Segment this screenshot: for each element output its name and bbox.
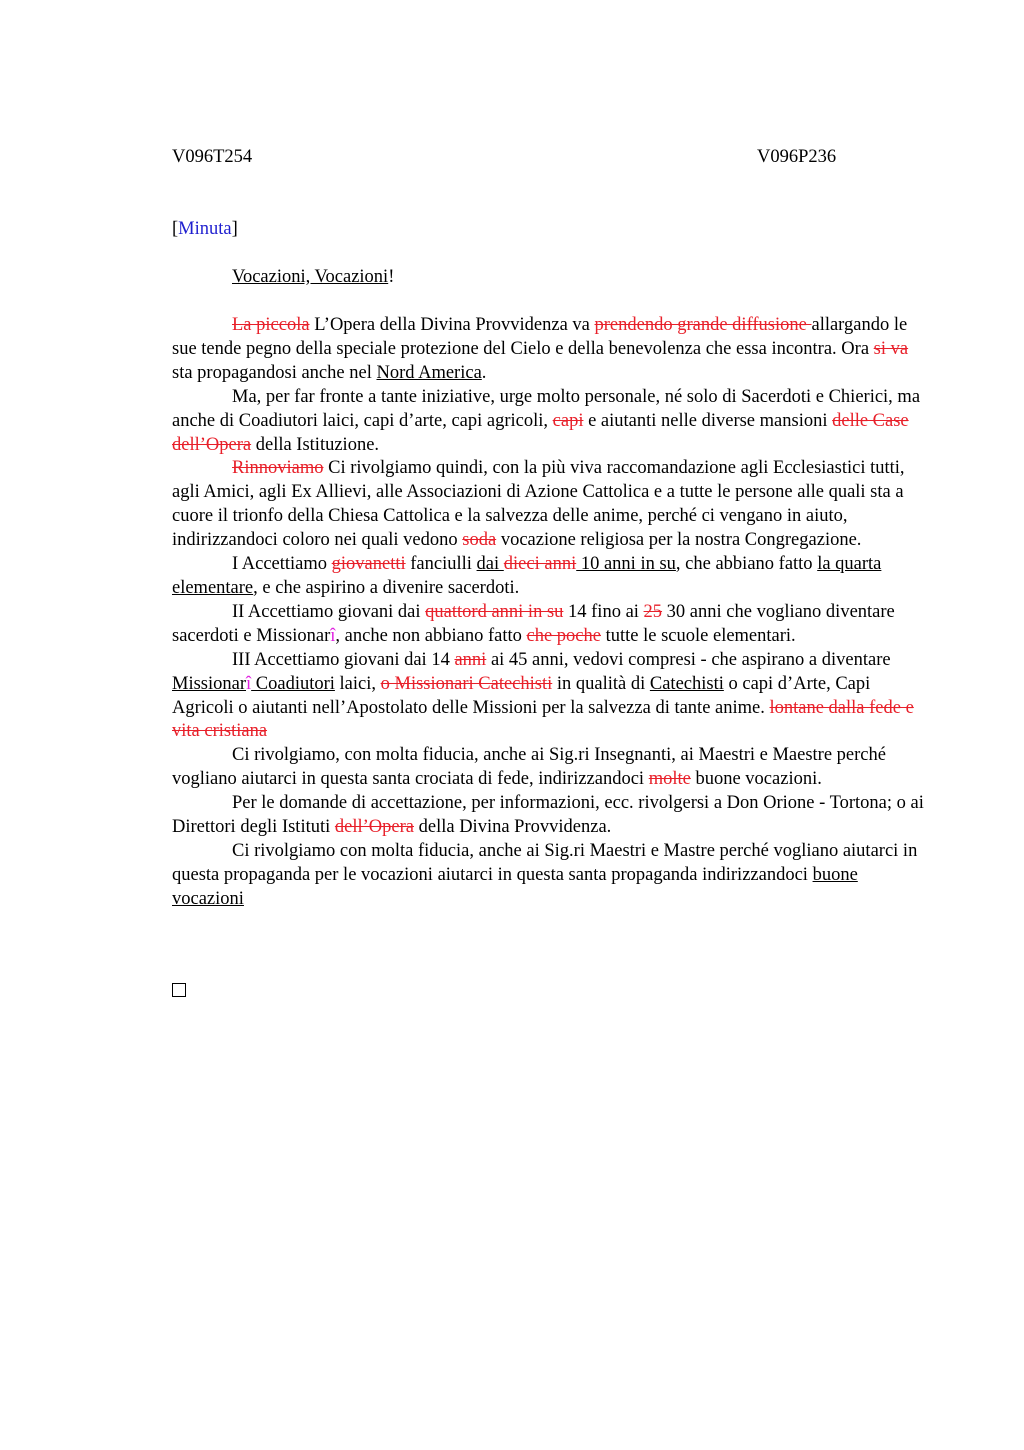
end-of-text-box-icon xyxy=(172,983,186,997)
deleted-text: soda xyxy=(462,530,497,551)
text-run: 14 fino ai xyxy=(563,601,644,622)
header-left-code: V096T254 xyxy=(172,147,253,167)
text-run: Ci rivolgiamo, con molta fiducia, anche ai Sig.ri Insegnanti, ai Maestri e Maestre perché vogliano aiutarci in questa santa crociata di fede, indirizzandoci xyxy=(172,745,886,790)
text-run: Ma, per far fronte a tante iniziative, urge molto personale, né solo di Sacerdoti e Chierici, ma anche di Coadiutori laici, capi d’arte, capi agricoli, xyxy=(172,386,921,431)
deleted-text: dieci anni xyxy=(503,554,577,575)
text-run: I Accettiamo xyxy=(232,554,332,575)
document-title xyxy=(232,267,394,288)
text-run: 30 anni che vogliano diventare sacerdoti e Missionar xyxy=(172,601,895,646)
text-run: laici, xyxy=(334,673,381,694)
underlined-text: Catechisti xyxy=(649,673,724,694)
deleted-text: dell’Opera xyxy=(334,817,414,838)
text-run: vocazione religiosa per la nostra Congregazione. xyxy=(496,530,862,551)
deleted-text: 25 xyxy=(643,601,663,622)
text-run: , e che aspirino a divenire sacerdoti. xyxy=(253,577,520,598)
text-run: o capi d’Arte, Capi Agricoli o aiutanti nell’Apostolato delle Missioni per la salvezza di tante anime. xyxy=(172,673,871,718)
text-run: . xyxy=(481,362,487,383)
text-run: II Accettiamo giovani dai xyxy=(232,601,426,622)
minuta-open-bracket: [ xyxy=(172,219,179,239)
deleted-text: quattord anni in su xyxy=(425,601,564,622)
deleted-text: che poche xyxy=(526,625,601,646)
text-run: fanciulli xyxy=(405,554,477,575)
end-box-wrapper xyxy=(172,978,186,1003)
deleted-text: si va xyxy=(873,338,909,359)
deleted-text: o Missionari Catechisti xyxy=(380,673,553,694)
text-run: , anche non abbiano fatto xyxy=(335,625,527,646)
paragraph xyxy=(172,649,932,745)
deleted-text: anni xyxy=(454,649,487,670)
paragraph xyxy=(172,792,932,840)
minuta-text: Minuta xyxy=(178,219,232,239)
paragraph xyxy=(172,457,932,553)
insert-mark: î xyxy=(246,673,252,694)
text-run: tutte le scuole elementari. xyxy=(600,625,796,646)
insert-mark: î xyxy=(330,625,336,646)
underlined-text: dai xyxy=(476,554,504,575)
paragraph xyxy=(172,601,932,649)
text-run: buone vocazioni. xyxy=(690,769,822,790)
underlined-text: 10 anni in su xyxy=(576,554,676,575)
text-run: della Divina Provvidenza. xyxy=(414,817,612,838)
title-underlined: Vocazioni, Vocazioni xyxy=(232,267,389,287)
text-run: allargando le sue tende pegno della speciale protezione del Cielo e della benevolenza che essa incontra. Ora xyxy=(172,315,908,359)
deleted-text: La piccola xyxy=(232,315,310,335)
text-run: III Accettiamo giovani dai 14 xyxy=(232,649,455,670)
deleted-text: prendendo grande diffusione xyxy=(594,315,812,335)
underlined-text: buone vocazioni xyxy=(172,864,858,909)
paragraph xyxy=(172,314,932,386)
text-run: Ci rivolgiamo quindi, con la più viva raccomandazione agli Ecclesiastici tutti, agli Amici, agli Ex Allievi, alle Associazioni di Azione Cattolica e a tutte le persone alle quali sta a cuore il trionfo della Chiesa Cattolica e la salvezza delle anime, perché ci vengano in aiuto, indirizzandoci coloro nei quali vedono xyxy=(172,458,905,551)
text-run: ai 45 anni, vedovi compresi - che aspirano a diventare xyxy=(486,649,891,670)
text-run: sta propagandosi anche nel xyxy=(172,362,377,383)
text-run: Ci rivolgiamo con molta fiducia, anche ai Sig.ri Maestri e Mastre perché vogliano aiutarci in questa propaganda per le vocazioni aiutarci in questa santa propaganda indirizzandoci xyxy=(172,840,918,885)
text-run: in qualità di xyxy=(552,673,650,694)
deleted-text: lontane dalla fede e vita cristiana xyxy=(172,697,914,742)
text-run: L’Opera della Divina Provvidenza va xyxy=(309,315,595,335)
underlined-text: la quarta elementare xyxy=(172,554,882,598)
minuta-close-bracket: ] xyxy=(231,219,238,239)
deleted-text: capi xyxy=(552,410,584,431)
deleted-text: giovanetti xyxy=(331,554,406,575)
minuta-label xyxy=(172,219,238,240)
document-body xyxy=(172,314,932,912)
deleted-text: delle Case dell’Opera xyxy=(172,410,909,455)
underlined-text: Missionar xyxy=(172,673,246,694)
deleted-text: Rinnoviamo xyxy=(232,458,324,479)
paragraph xyxy=(172,553,932,601)
underlined-text: Coadiutori xyxy=(251,673,335,694)
header-right-code: V096P236 xyxy=(757,147,837,167)
text-run: , che abbiano fatto xyxy=(675,554,818,575)
deleted-text: molte xyxy=(648,769,691,790)
paragraph xyxy=(172,386,932,458)
title-tail: ! xyxy=(388,267,395,287)
text-run: della Istituzione. xyxy=(251,434,380,455)
underlined-text: Nord America xyxy=(376,362,482,383)
paragraph xyxy=(172,744,932,792)
paragraph xyxy=(172,840,932,912)
text-run: Per le domande di accettazione, per informazioni, ecc. rivolgersi a Don Orione - Tortona; o ai Direttori degli Istituti xyxy=(172,793,924,838)
text-run: e aiutanti nelle diverse mansioni xyxy=(583,410,833,431)
